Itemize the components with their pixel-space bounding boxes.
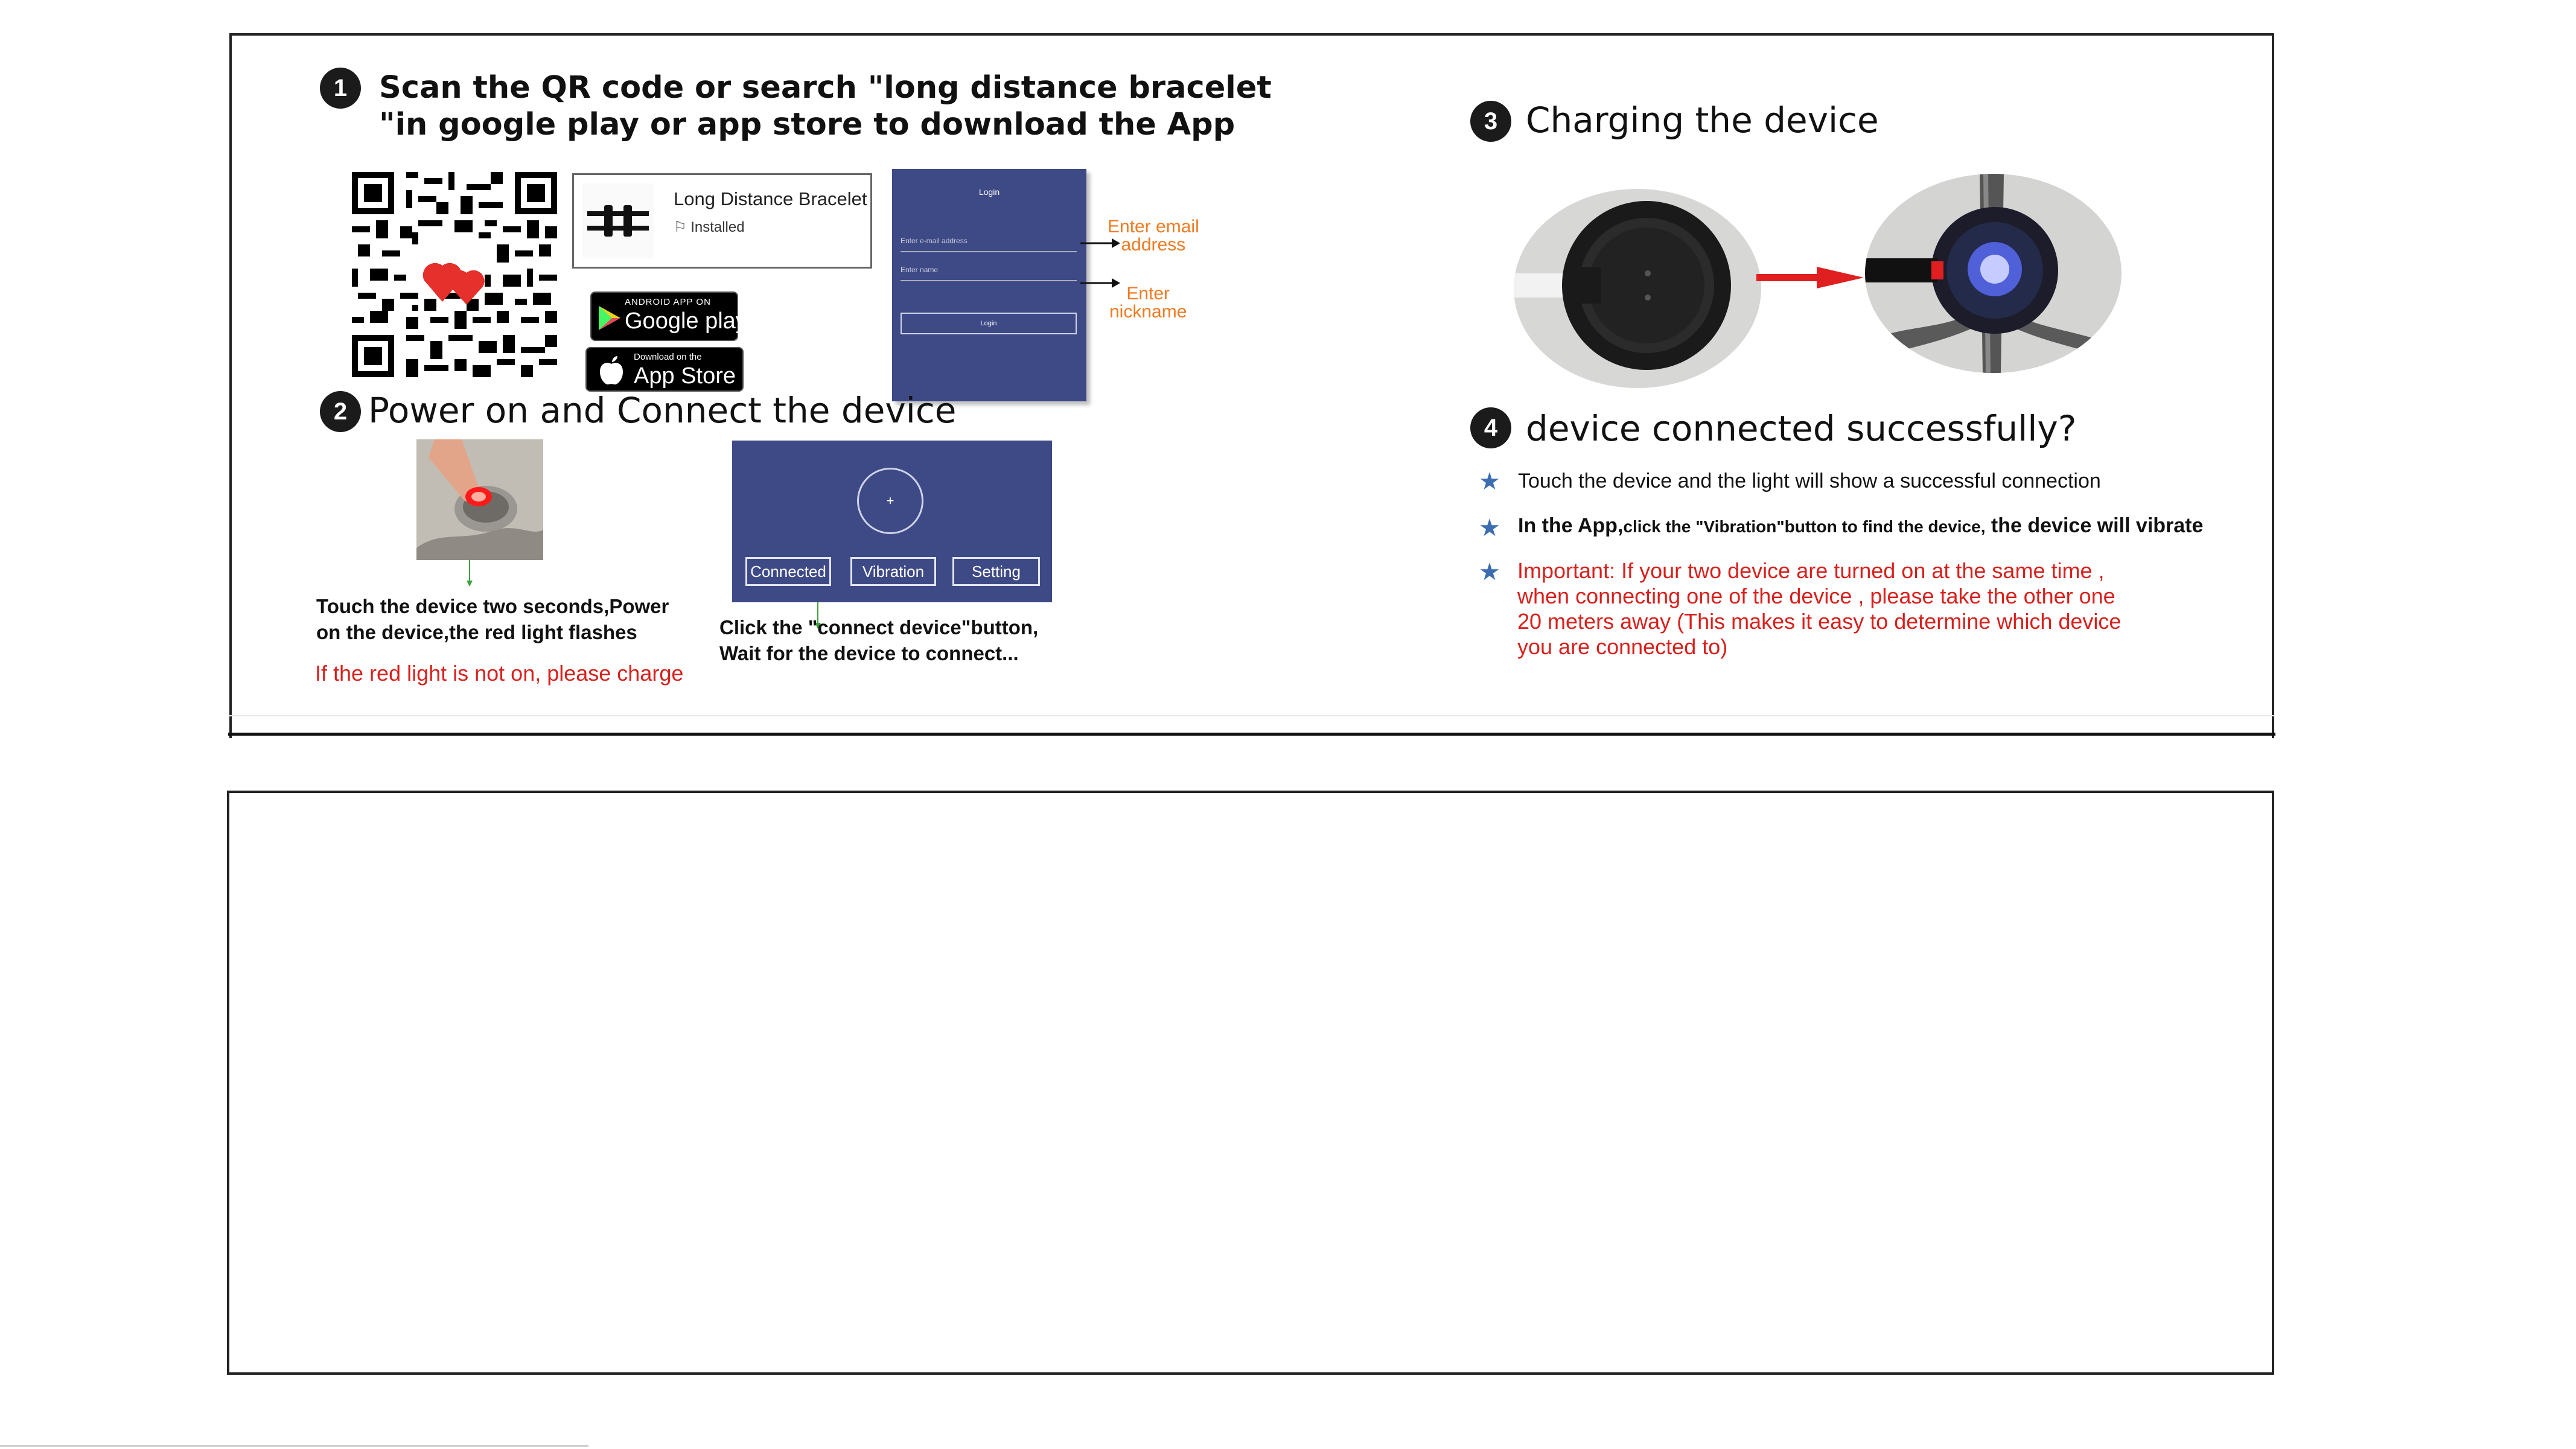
step-1-badge: 1 [320, 68, 361, 109]
step-4-item-2 [1518, 514, 2203, 538]
step-4-title: device connected successfully? [1526, 408, 2077, 449]
charge-warning: If the red light is not on, please charge [315, 661, 684, 686]
caption-line: on the device,the red light flashes [316, 621, 637, 643]
item-2-part-a: In the App, [1518, 514, 1624, 537]
step-3-title: Charging the device [1526, 100, 1879, 141]
email-annotation-line1: Enter email [1108, 217, 1199, 237]
step-4-important [1517, 558, 2121, 660]
device-power-photo [416, 439, 543, 560]
connect-device-button[interactable]: + [857, 468, 923, 534]
qr-code[interactable] [352, 172, 557, 377]
divider [229, 715, 2274, 716]
name-field[interactable] [901, 262, 1077, 281]
bracelet-app-icon [582, 183, 654, 258]
caption-line: Wait for the device to connect... [719, 642, 1019, 664]
caption-line: Touch the device two seconds,Power [316, 595, 669, 617]
apple-icon [598, 355, 625, 386]
nickname-annotation [1109, 285, 1187, 321]
nickname-annotation-line2: nickname [1109, 302, 1187, 322]
app-store-badge[interactable] [585, 347, 744, 392]
right-arrow [1756, 266, 1865, 290]
setting-button[interactable]: Setting [952, 557, 1040, 586]
app-listing-card[interactable] [572, 173, 872, 269]
flag-icon: ⚐ [674, 219, 691, 235]
star-icon: ★ [1479, 468, 1500, 495]
important-line: when connecting one of the device , please take the other one [1517, 584, 2115, 608]
charging-device-photo [1865, 174, 2122, 373]
google-play-small-label: ANDROID APP ON [625, 297, 711, 307]
step-2-right-caption [719, 614, 1038, 666]
login-title: Login [978, 187, 1000, 197]
email-field[interactable] [901, 233, 1077, 252]
star-icon: ★ [1479, 515, 1500, 541]
empty-panel [227, 791, 2274, 1375]
step-2-title: Power on and Connect the device [368, 390, 957, 431]
step-1-title-line1: Scan the QR code or search "long distance bracelet [379, 70, 1272, 106]
item-2-part-c: the device will vibrate [1985, 514, 2204, 537]
step-2-left-caption [316, 593, 669, 645]
step-2-badge: 2 [320, 391, 361, 432]
app-store-label: App Store [634, 363, 736, 389]
star-icon: ★ [1479, 559, 1500, 585]
name-placeholder: Enter name [901, 266, 939, 274]
charger-photo [1514, 189, 1761, 388]
email-placeholder: Enter e-mail address [901, 237, 968, 245]
step-4-badge: 4 [1470, 407, 1511, 448]
vibration-button[interactable]: Vibration [850, 557, 936, 586]
important-line: you are connected to) [1517, 634, 1728, 659]
status-label: Installed [690, 219, 745, 235]
email-annotation-line2: address [1121, 235, 1186, 255]
divider [228, 733, 2275, 736]
login-screen [892, 169, 1086, 401]
caption-line: Click the "connect device"button, [719, 616, 1039, 639]
email-annotation [1108, 218, 1199, 254]
step-3-badge: 3 [1470, 101, 1511, 142]
app-store-small-label: Download on the [634, 352, 702, 362]
play-icon [598, 305, 622, 331]
down-arrow [465, 560, 474, 588]
step-1-title-line2: "in google play or app store to download the App [379, 107, 1235, 142]
connected-button[interactable]: Connected [745, 557, 831, 586]
login-button[interactable]: Login [901, 313, 1077, 334]
google-play-label: Google play [625, 308, 747, 334]
step-4-item-1: Touch the device and the light will show a successful connection [1518, 470, 2101, 492]
divider [0, 1445, 588, 1447]
item-2-part-b: click the "Vibration"button to find the device, [1623, 517, 1986, 536]
nickname-annotation-line1: Enter [1126, 284, 1170, 304]
app-installed-status [674, 218, 745, 236]
connect-screen [732, 441, 1052, 602]
important-line: Important: If your two device are turned on at the same time , [1517, 558, 2105, 583]
app-name: Long Distance Bracelet [674, 188, 867, 209]
important-line: 20 meters away (This makes it easy to determine which device [1517, 609, 2122, 634]
google-play-badge[interactable] [590, 291, 747, 341]
